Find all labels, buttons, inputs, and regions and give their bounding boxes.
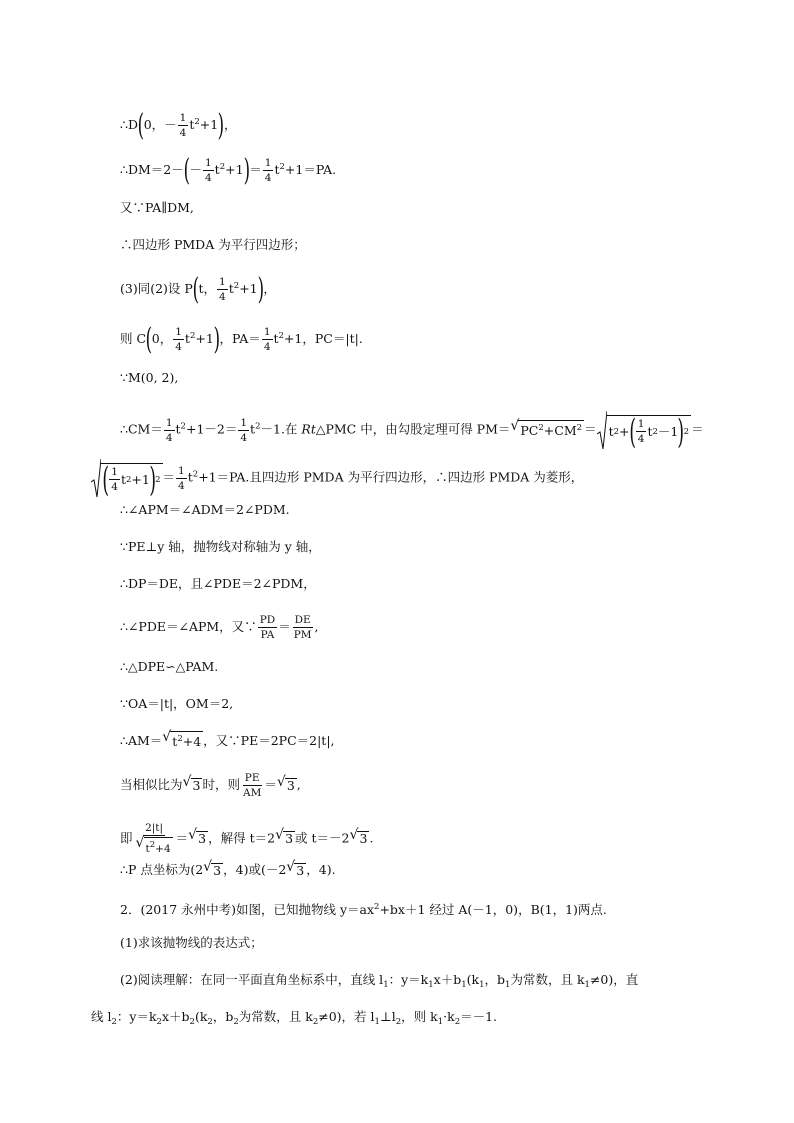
solution-line-part3-set-p: (3)同(2)设 P(t， $\frac{1}{4}$ $t^2+1$)， (120, 271, 276, 307)
fraction: $\frac{1}{4}$ (178, 464, 185, 492)
solution-line-dm-equals-pa: ∴DM＝2－(－ $\frac{1}{4}$ $t^2+1)=$ $\frac{1}{4}$ $t^2+1=PA$. (120, 152, 337, 188)
square-root: √ $t^2+4$ (135, 835, 171, 855)
solution-line-am-pe: ∴AM＝ √ $t^2+4$ ，又∵PE＝2PC＝2|t|, (120, 731, 335, 752)
solution-line-cm-pythagoras: ∴CM＝ $\frac{1}{4}$ $t^2+1-2=$ $\frac{1}{4}$ $t^2-1$.在 Rt△PMC 中，由勾股定理可得 PM＝ √ $PC^2+CM^2$ ＝ t 2 + ( $\frac{1}{4}$ t 2 －1 ) 2 ＝ (120, 411, 704, 452)
square-root: √ $PC^2+CM^2$ (510, 417, 583, 438)
fraction: $\frac{1}{4}$ (204, 157, 212, 184)
solution-line-dp-de: ∴DP＝DE，且∠PDE＝2∠PDM， (120, 576, 316, 591)
solution-line-p-coordinates: ∴P 点坐标为(2 √ 3 ，4)或(－2 √ 3 ，4). (120, 860, 336, 881)
problem-2-part-2: (2)阅读理解：在同一平面直角坐标系中，直线 $l_1$：$y=k_1x+b_1(k_1$，$b_1$为常数，且 $k_1\ne 0$)，直 (120, 972, 639, 990)
solution-line-m-point: ∵M(0, 2), (120, 370, 179, 385)
square-root: √ 3 (286, 858, 305, 878)
fraction: $\frac{1}{4}$ (240, 416, 248, 444)
solution-line-ratio: ∴∠PDE＝∠APM，又∵ $\frac{PD}{PA}$ ＝ $\frac{DE}{PM}$ , (120, 614, 319, 641)
fraction: $\frac{1}{4}$ (264, 157, 272, 184)
square-root: √ 3 (182, 773, 201, 793)
fraction: $\frac{DE}{PM}$ (293, 614, 312, 641)
fraction: $\frac{1}{4}$ (179, 112, 187, 139)
solution-line-d-coordinates: ∴D(0，－ $\frac{1}{4}$ $t^2+1$)， (120, 107, 237, 143)
solution-line-angle-apm: ∴∠APM＝∠ADM＝2∠PDM. (120, 502, 290, 517)
solution-line-oa-om: ∵OA＝|t|，OM＝2, (120, 696, 234, 711)
square-root: √ 3 (203, 858, 222, 878)
solution-line-c-pa-pc: 则 C(0， $\frac{1}{4}$ $t^2+1$)，PA＝ $\frac{1}{4}$ $t^2+1$，PC＝|t|. (120, 321, 363, 357)
fraction: $\frac{1}{4}$ (219, 276, 226, 303)
fraction: $\frac{PD}{PA}$ (259, 614, 276, 641)
problem-2-statement: 2．(2017 永州中考)如图，已知抛物线 $y=ax^2+bx+1$ 经过 A(－1，0)，B(1，1)两点. (120, 902, 607, 917)
square-root: √ $t^2+4$ (162, 729, 202, 749)
problem-2-part-1: (1)求该抛物线的表达式； (120, 935, 263, 950)
fraction: $\frac{1}{4}$ (263, 326, 271, 353)
square-root: t 2 + ( $\frac{1}{4}$ t 2 －1 ) 2 (597, 410, 691, 450)
fraction: $\frac{1}{4}$ (165, 416, 173, 444)
fraction: $\frac{PE}{AM}$ (242, 772, 262, 799)
solution-line-rhombus: ( $\frac{1}{4}$ t 2 +1 ) 2 ＝ $\frac{1}{4}$ $t^2+1=PA$.且四边形 PMDA 为平行四边形，∴四边形 PMDA 为菱形， (91, 458, 583, 498)
problem-2-part-2-continued: 线 $l_2$：$y=k_2x+b_2(k_2$，$b_2$为常数，且 $k_2\ne 0$)，若 $l_1\perp l_2$，则 $k_1\cdot k_2=-1$. (91, 1009, 498, 1027)
fraction: $\frac{1}{4}$ (111, 466, 118, 493)
solution-line-ratio-sqrt3: 当相似比为 √ 3 时，则 $\frac{PE}{AM}$ ＝ √ 3 , (120, 772, 301, 799)
square-root: ( $\frac{1}{4}$ t 2 +1 ) 2 (91, 458, 163, 498)
solution-line-solve-t: 即 2|t| √ $t^2+4$ ＝ √ 3 ，解得 t＝2 √ 3 或 t＝－2 √ 3 . (120, 822, 374, 855)
fraction: $\frac{1}{4}$ (637, 418, 645, 445)
square-root: √ 3 (275, 827, 294, 846)
solution-line-parallelogram: ∴四边形 PMDA 为平行四边形； (120, 237, 306, 252)
square-root: √ 3 (349, 827, 368, 846)
fraction: 2|t| √ $t^2+4$ (135, 822, 171, 855)
solution-line-pe-perp: ∵PE⊥y 轴，抛物线对称轴为 y 轴， (120, 539, 321, 554)
solution-line-parallel: 又∵PA∥DM, (120, 200, 194, 215)
solution-line-similar: ∴△DPE∽△PAM. (120, 659, 219, 674)
fraction: $\frac{1}{4}$ (175, 326, 182, 353)
square-root: √ 3 (188, 827, 207, 846)
square-root: √ 3 (276, 773, 295, 793)
